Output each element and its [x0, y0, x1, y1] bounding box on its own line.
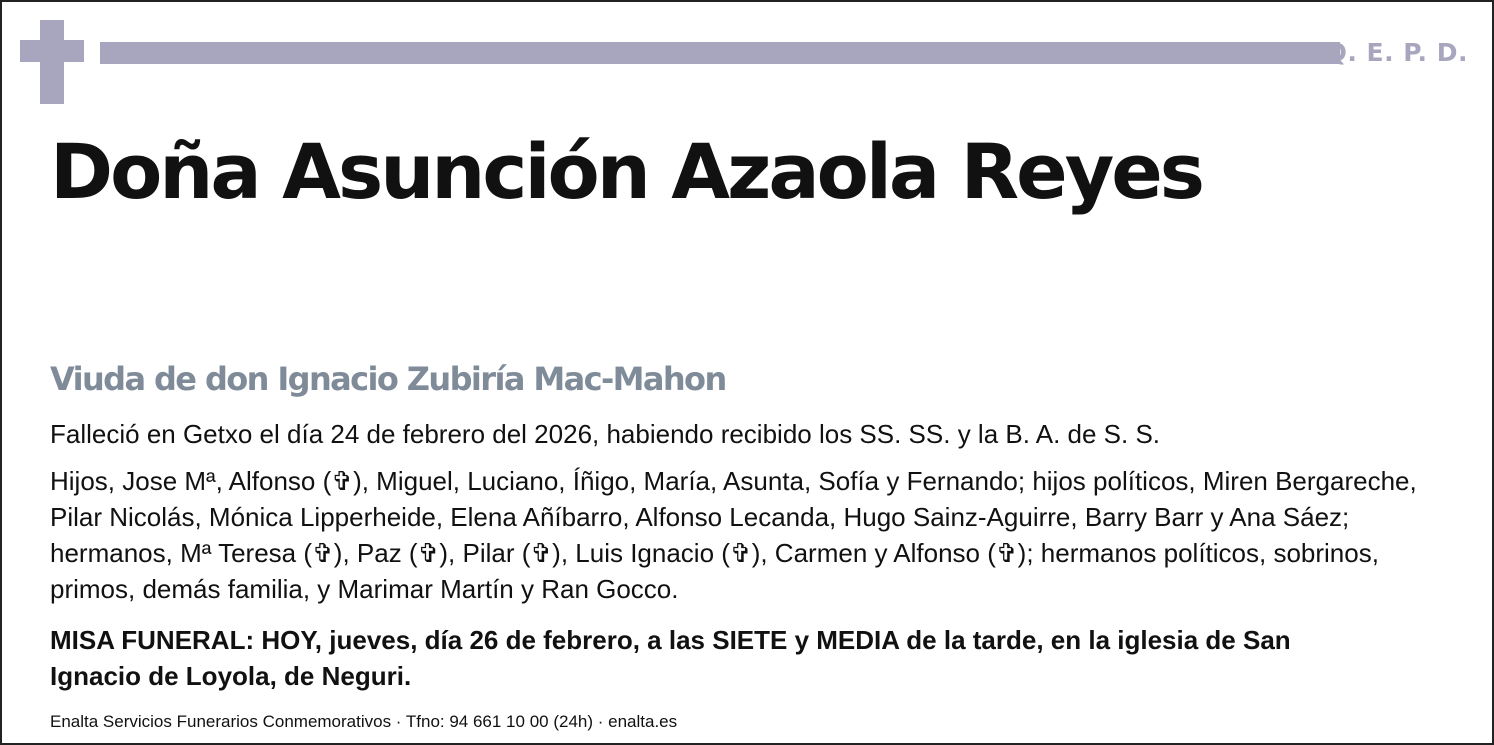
cross-icon-horizontal: [20, 40, 84, 62]
funeral-mass-details: MISA FUNERAL: HOY, jueves, día 26 de febrero, a las SIETE y MEDIA de la tarde, en la iglesia de San Ignacio de Loyola, de Neguri.: [50, 625, 1291, 691]
death-announcement: Falleció en Getxo el día 24 de febrero del 2026, habiendo recibido los SS. SS. y la B. A. de S. S.: [50, 419, 1161, 449]
cross-icon-vertical: [40, 20, 64, 104]
widow-subtitle: Viuda de don Ignacio Zubiría Mac-Mahon: [50, 360, 726, 398]
qepd-label: Q. E. P. D.: [1325, 38, 1468, 67]
funeral-service-footer: Enalta Servicios Funerarios Conmemorativos · Tfno: 94 661 10 00 (24h) · enalta.es: [50, 712, 678, 731]
decorative-top-bar: [100, 42, 1340, 64]
cross-icon: [20, 20, 84, 104]
deceased-name: Doña Asunción Azaola Reyes: [50, 127, 1203, 216]
family-list: Hijos, Jose Mª, Alfonso (✞), Miguel, Luciano, Íñigo, María, Asunta, Sofía y Fernando; hijos políticos, Miren Bergareche, Pilar Nicolás, Mónica Lipperheide, Elena Añíbarro, Alfonso Lecanda, Hugo Sainz-Aguirre, Barry Barr y Ana Sáez; hermanos, Mª Teresa (✞), Paz (✞), Pilar (✞), Luis Ignacio (✞), Carmen y Alfonso (✞); hermanos políticos, sobrinos, primos, demás familia, y Marimar Martín y Ran Gocco.: [50, 466, 1417, 604]
